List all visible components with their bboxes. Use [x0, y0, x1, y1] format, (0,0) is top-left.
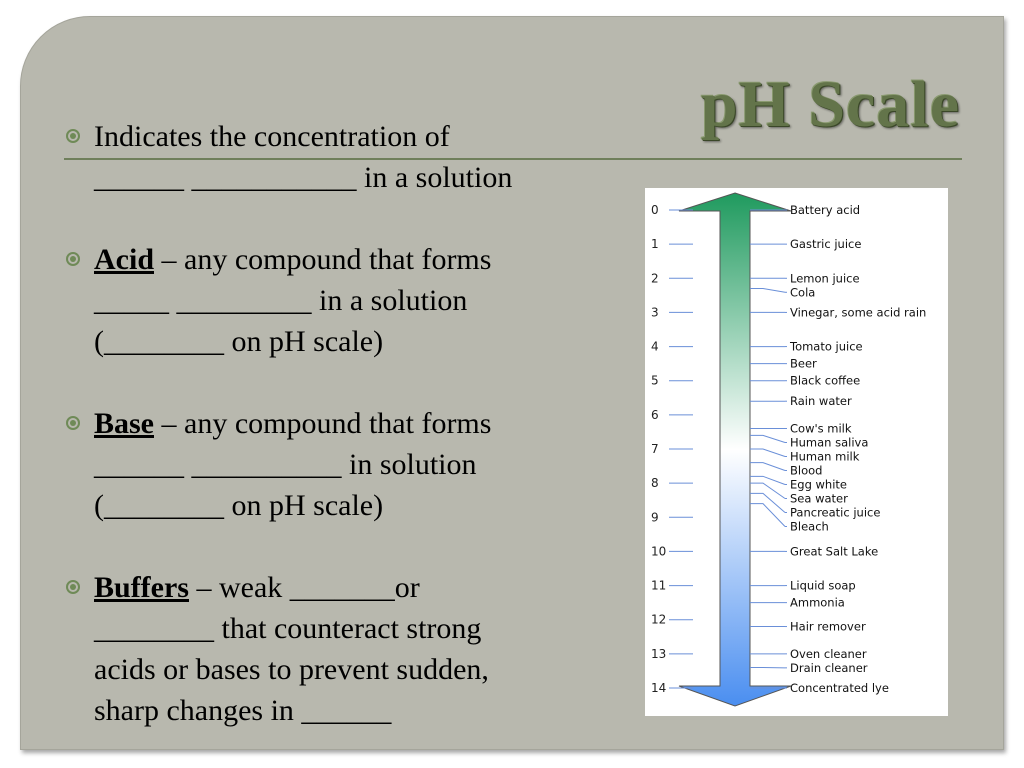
bullet-circle-icon [66, 252, 80, 266]
ph-ticks [651, 203, 693, 695]
term-acid: Acid [94, 243, 154, 276]
substance-label: Battery acid [790, 203, 861, 217]
ph-tick-label: 9 [651, 510, 659, 525]
bullet-line: Indicates the concentration of [94, 120, 450, 153]
bullet-text: – weak _______or [188, 571, 420, 604]
ph-gradient-arrow [679, 193, 791, 706]
slide-title: pH Scale [700, 68, 960, 141]
bullet-line [94, 567, 646, 608]
substance-label: Blood [790, 463, 823, 478]
substance-leader-line [750, 435, 785, 442]
ph-tick-label: 10 [651, 544, 667, 559]
ph-tick-label: 4 [651, 339, 659, 354]
bullet-circle-icon [66, 580, 80, 594]
bullet-circle-icon [66, 129, 80, 143]
substance-label: Rain water [790, 394, 852, 409]
bullet-line: ______ ___________ in a solution [94, 161, 513, 194]
substance-label: Bleach [790, 519, 829, 534]
substance-label: Sea water [790, 491, 848, 506]
ph-tick-label: 12 [651, 612, 667, 627]
ph-tick-label: 13 [651, 646, 667, 661]
ph-tick-label: 3 [651, 305, 659, 320]
bullet-line: _____ _________ in a solution [94, 284, 468, 317]
substance-label: Tomato juice [790, 339, 863, 354]
substance-label: Black coffee [790, 373, 861, 388]
ph-tick-label: 0 [651, 203, 659, 217]
substance-label: Egg white [790, 477, 847, 492]
substance-label: Cola [790, 285, 816, 300]
bullet-line: (________ on pH scale) [94, 489, 384, 522]
term-base: Base [94, 407, 154, 440]
ph-tick-label: 14 [651, 681, 667, 695]
substance-label: Lemon juice [790, 271, 860, 286]
bullet-text: – any compound that forms [154, 243, 492, 276]
substance-label: Cow's milk [790, 421, 852, 436]
ph-tick-label: 11 [651, 578, 667, 593]
substance-label: Great Salt Lake [790, 544, 879, 559]
substance-leader-line [750, 463, 785, 471]
substance-leader-line [750, 493, 785, 512]
ph-tick-label: 1 [651, 237, 659, 252]
substance-leader-line [750, 483, 785, 498]
bullet-line: acids or bases to prevent sudden, [94, 653, 489, 686]
term-buffers: Buffers [94, 571, 189, 604]
substance-label: Oven cleaner [790, 646, 867, 661]
bullet-line: ________ that counteract strong [94, 612, 482, 645]
substance-label: Hair remover [790, 619, 866, 634]
bullet-buffers [66, 567, 646, 731]
substance-label: Human milk [790, 449, 860, 464]
ph-tick-label: 7 [651, 442, 659, 456]
bullet-line [94, 239, 646, 280]
substance-label: Gastric juice [790, 237, 862, 252]
bullet-list [66, 116, 646, 731]
bullet-line: (________ on pH scale) [94, 325, 384, 358]
ph-tick-label: 8 [651, 476, 659, 491]
substance-label: Vinegar, some acid rain [790, 305, 927, 320]
ph-tick-label: 6 [651, 407, 659, 422]
substance-label: Liquid soap [790, 578, 856, 593]
bullet-circle-icon [66, 416, 80, 430]
ph-tick-label: 2 [651, 271, 659, 286]
substance-leader-line [750, 449, 785, 457]
ph-scale-figure [645, 188, 948, 716]
bullet-concentration [66, 116, 646, 198]
substance-label: Pancreatic juice [790, 505, 881, 520]
substance-label: Concentrated lye [790, 681, 889, 695]
bullet-line: sharp changes in ______ [94, 694, 392, 727]
substance-label: Ammonia [790, 595, 845, 610]
substance-leader-line [750, 289, 785, 293]
bullet-line: ______ __________ in solution [94, 448, 477, 481]
substance-label: Beer [790, 356, 817, 371]
substance-leader-line [750, 504, 785, 527]
ph-scale-diagram [645, 188, 948, 716]
ph-tick-label: 5 [651, 373, 659, 388]
bullet-line [94, 403, 646, 444]
bullet-base [66, 403, 646, 526]
substance-label: Drain cleaner [790, 660, 868, 675]
substance-labels [750, 203, 926, 695]
bullet-acid [66, 239, 646, 362]
substance-label: Human saliva [790, 435, 869, 450]
bullet-text: – any compound that forms [154, 407, 492, 440]
